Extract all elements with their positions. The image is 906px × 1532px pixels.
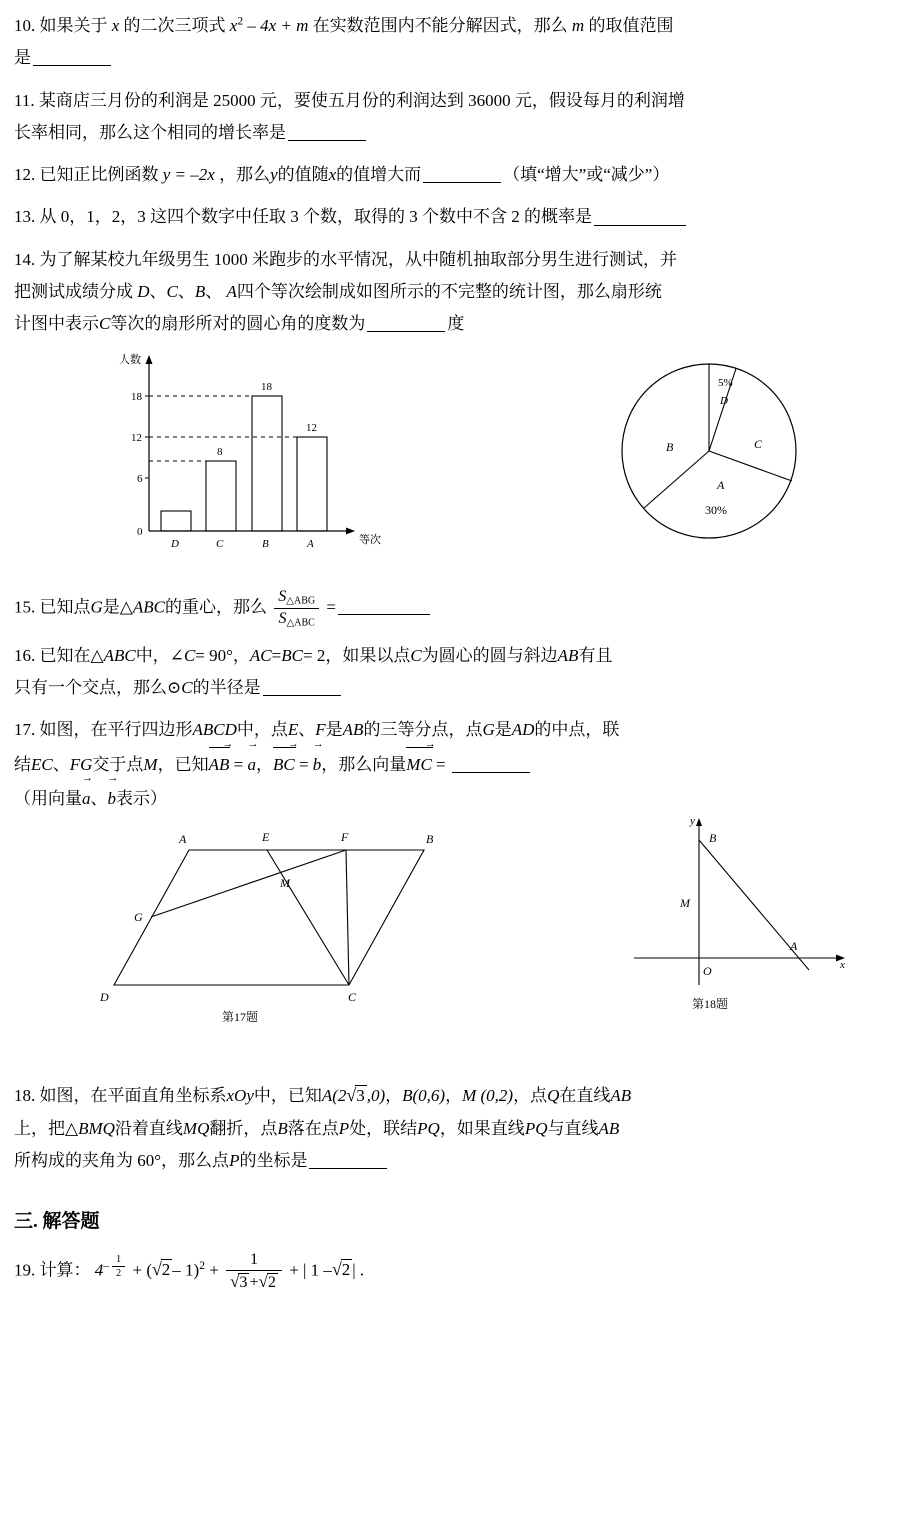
question-19-plus-1: + ( — [132, 1260, 152, 1280]
question-17-text-1: 如图，在平行四边形 — [39, 720, 193, 740]
question-18-coord-system: xOy — [226, 1086, 254, 1106]
question-14-grade-b: B — [194, 282, 206, 302]
question-15-frac-num: S — [278, 587, 287, 605]
question-18 — [14, 1079, 884, 1177]
question-17-text-3: 是 — [325, 720, 343, 740]
pie-label-b: B — [666, 439, 674, 454]
question-16-triangle-abc: ABC — [103, 645, 136, 665]
question-12-text-5: （填“增大”或“减少”） — [503, 165, 670, 185]
question-15-fraction — [274, 587, 319, 630]
question-18-point-b: B(0,6) — [402, 1086, 446, 1106]
question-19-number: 19. — [14, 1260, 36, 1280]
bar-a — [297, 437, 327, 531]
question-17-text-6: 的中点，联 — [534, 720, 620, 740]
question-16 — [14, 640, 884, 705]
question-18-text-6: 在直线 — [559, 1086, 611, 1106]
question-15-frac-den: S — [278, 609, 287, 627]
question-17-vector-mc: → MC — [406, 748, 432, 781]
question-16-text-9: 的半径是 — [192, 678, 261, 697]
question-12-text-1: 已知正比例函数 — [39, 165, 159, 185]
question-18-text-15: 的坐标是 — [239, 1151, 308, 1171]
fig17-label-m: M — [280, 876, 290, 891]
question-13-text: 从 0，1，2，3 这四个数字中任取 3 个数，取得的 3 个数中不含 2 的概率是 — [39, 207, 592, 227]
question-18-point-a-post: ,0) — [366, 1086, 386, 1106]
question-17-answer-blank[interactable] — [452, 754, 530, 773]
question-17-vector-a2: → a — [82, 771, 93, 808]
question-10-expr-sup: 2 — [237, 14, 244, 28]
question-16-text-8: 只有一个交点，那么⊙ — [14, 678, 182, 697]
question-17-point-g: G — [482, 720, 495, 740]
question-18-text-1: 如图，在平面直角坐标系 — [39, 1086, 227, 1106]
bar-label-a: 12 — [306, 421, 317, 434]
question-18-text-2: 中，已知 — [253, 1086, 322, 1106]
fig17-label-d: D — [100, 990, 109, 1005]
question-17-text-10: ，那么向量 — [321, 754, 407, 774]
question-14-grade-c: C — [166, 282, 178, 302]
question-18-point-b2: B — [277, 1119, 288, 1139]
bar-cat-a: A — [307, 537, 314, 550]
question-19-minus-1: – 1) — [172, 1260, 200, 1280]
bar-cat-c: C — [216, 537, 224, 550]
question-16-text-1: 已知在△ — [39, 645, 104, 665]
pie-chart — [614, 356, 814, 567]
question-10-text-4: 的取值范围 — [588, 16, 674, 35]
fig18-label-b: B — [709, 831, 717, 846]
question-19-sqrt-2a: √2 — [151, 1259, 171, 1280]
question-16-seg-ac: AC — [249, 645, 272, 665]
question-14-text-4: 计图中表示 — [14, 314, 99, 334]
question-17-text-2: 中，点 — [236, 720, 288, 740]
fig18-label-a: A — [790, 939, 798, 954]
question-15-text-2: 是△ — [102, 597, 133, 617]
question-16-text-6: 为圆心的圆与斜边 — [421, 645, 558, 665]
question-12-text-3: 的值随 — [277, 165, 329, 185]
question-16-point-c: C — [410, 645, 422, 665]
bar-c — [206, 461, 236, 531]
fig17-caption: 第17题 — [222, 1010, 259, 1025]
question-11-answer-blank[interactable] — [288, 122, 366, 141]
question-15-frac-den-sub: △ABC — [286, 617, 315, 629]
figure-18 — [614, 810, 854, 1036]
question-18-point-q: Q — [547, 1086, 560, 1106]
question-17-text-9: ，已知 — [157, 754, 209, 774]
question-18-text-10: 落在点 — [287, 1119, 339, 1139]
pie-label-5pct: 5% — [718, 376, 733, 389]
bar-chart-ytick-12: 12 — [131, 431, 142, 444]
question-12-text-2: ，那么 — [219, 165, 271, 185]
question-14-grade-c2: C — [99, 314, 111, 334]
fig17-label-g: G — [134, 910, 143, 925]
question-18-text-3: ， — [385, 1086, 403, 1106]
question-17-point-e: E — [287, 720, 299, 740]
pie-label-30pct: 30% — [705, 502, 727, 517]
bar-label-b: 18 — [261, 380, 272, 393]
question-19-frac-den: √3 +√2 — [230, 1271, 276, 1291]
question-12-number: 12. — [14, 165, 36, 185]
question-11-number: 11. — [14, 90, 35, 110]
question-17-text-8: 交于点 — [92, 754, 144, 774]
question-18-seg-pq: PQ — [417, 1119, 440, 1139]
question-17-text-11: （用向量 — [14, 788, 82, 808]
question-16-answer-blank[interactable] — [263, 677, 341, 696]
figure-17 — [94, 825, 454, 1036]
question-15-frac-num-sub: △ABG — [286, 595, 316, 607]
question-17-seg-ec: EC — [31, 754, 53, 774]
question-18-point-p: P — [338, 1119, 350, 1139]
question-16-text-5: = 2，如果以点 — [302, 645, 411, 665]
pie-label-c: C — [754, 436, 763, 451]
fig18-label-x: x — [840, 959, 845, 972]
question-15 — [14, 587, 884, 630]
question-17-point-f: F — [315, 720, 326, 740]
question-15-triangle-abc: ABC — [132, 597, 165, 617]
question-18-point-p2: P — [229, 1151, 240, 1171]
question-17-vector-b2: → b — [107, 771, 119, 808]
question-13 — [14, 201, 884, 233]
bar-cat-d: D — [171, 537, 179, 550]
question-14: 14. 为了解某校九年级男生 1000 米跑步的水平情况，从中随机抽取部分男生进行测试，并 把测试成绩分成 D、C、B、 A四个等次绘制成如图所示的不完整的统计图，那么扇形统 计图中表示C等次的扇形所对的圆心角的度数为 度 — [14, 249, 677, 334]
question-10-number: 10. — [14, 16, 36, 35]
bar-d — [161, 511, 191, 531]
pie-label-d: D — [720, 394, 728, 407]
question-18-sqrt-3: √3 — [346, 1085, 365, 1106]
question-17-vector-a: → a — [247, 737, 259, 774]
question-15-point-g: G — [90, 597, 103, 617]
question-16-text-4: = — [271, 645, 282, 665]
question-10-text-3: 在实数范围内不能分解因式，那么 — [312, 16, 568, 35]
question-18-number: 18. — [14, 1086, 36, 1106]
question-19-plus-2: + — [209, 1260, 219, 1280]
fig17-label-e: E — [262, 830, 270, 845]
question-10 — [14, 10, 884, 75]
question-18-text-4: ， — [445, 1086, 463, 1106]
question-19-term1-base: 4 — [94, 1260, 104, 1280]
question-18-answer-blank[interactable] — [309, 1151, 387, 1170]
fig18-label-y: y — [690, 815, 695, 828]
question-17-vector-b: → b — [312, 737, 324, 774]
question-11 — [14, 85, 884, 150]
question-13-answer-blank[interactable] — [594, 207, 686, 226]
question-18-text-9: 翻折，点 — [209, 1119, 278, 1139]
question-10-text-2: 的二次三项式 — [123, 16, 226, 35]
question-17-text-4: 的三等分点，点 — [363, 720, 483, 740]
question-10-expr-rest: – 4x + m — [247, 16, 309, 35]
fig18-caption: 第18题 — [692, 997, 729, 1012]
bar-chart-ytick-6: 6 — [137, 472, 143, 485]
question-14-grade-d: D — [137, 282, 150, 302]
question-17-vector-ab: → AB — [209, 748, 230, 781]
question-12 — [14, 159, 884, 191]
question-14-text-6: 度 — [447, 314, 465, 334]
question-15-equals: = — [326, 597, 336, 617]
question-14-text-1: 为了解某校九年级男生 1000 米跑步的水平情况，从中随机抽取部分男生进行测试，并 — [39, 249, 677, 269]
question-17-text-5: 是 — [494, 720, 512, 740]
bar-chart-ytick-0: 0 — [137, 525, 143, 538]
question-18-text-13: 与直线 — [547, 1119, 599, 1139]
question-15-answer-blank[interactable] — [338, 596, 430, 615]
question-10-text-1: 如果关于 — [39, 16, 108, 35]
question-19-plus-3: + | 1 – — [289, 1260, 332, 1280]
question-18-text-14: 所构成的夹角为 60°，那么点 — [14, 1151, 230, 1171]
question-14-text-3: 四个等次绘制成如图所示的不完整的统计图，那么扇形统 — [236, 282, 662, 302]
question-18-line-pq: PQ — [524, 1119, 548, 1139]
question-16-text-7: 有且 — [578, 645, 613, 665]
question-18-triangle-bmq: BMQ — [78, 1119, 115, 1139]
question-18-text-12: ，如果直线 — [439, 1119, 525, 1139]
question-10-var-m: m — [571, 16, 585, 35]
fig17-label-b: B — [426, 832, 434, 847]
question-19-square: 2 — [199, 1258, 205, 1272]
question-17-vector-bc: → BC — [273, 748, 295, 781]
question-15-text-1: 已知点 — [39, 597, 91, 617]
question-14-figures — [14, 351, 884, 581]
bar-label-c: 8 — [217, 445, 223, 458]
question-19-frac-num: 1 — [226, 1250, 282, 1271]
question-10-text-5: 是 — [14, 48, 31, 68]
bar-b — [252, 396, 282, 531]
question-13-number: 13. — [14, 207, 36, 227]
question-16-circle-c: C — [181, 678, 193, 697]
question-14-text-5: 等次的扇形所对的圆心角的度数为 — [110, 314, 366, 334]
question-17: 17. 如图，在平行四边形ABCD中，点E、F是AB的三等分点，点G是AD的中点，联 结EC、FG交于点M，已知 → AB = → a， → BC = → b，那么向量 → MC = （用向量 → a、 → b表示） — [14, 714, 884, 815]
question-17-seg-fg: FG — [69, 754, 93, 774]
bar-chart-x-label: 等次 — [359, 533, 381, 546]
question-19-end: | . — [352, 1260, 365, 1280]
question-18-point-m: M (0,2) — [462, 1086, 514, 1106]
question-19-fraction — [226, 1250, 282, 1293]
question-19-label: 计算： — [39, 1260, 91, 1280]
question-16-text-2: 中，∠ — [135, 645, 184, 665]
question-18-line-mq: MQ — [182, 1119, 210, 1139]
question-15-text-3: 的重心，那么 — [164, 597, 267, 617]
question-14-answer-blank[interactable] — [367, 314, 445, 333]
question-17-point-m: M — [143, 754, 158, 774]
question-16-text-3: = 90°， — [195, 645, 250, 665]
question-17-parallelogram: ABCD — [192, 720, 237, 740]
question-15-number: 15. — [14, 597, 36, 617]
section-heading: 三. 解答题 — [14, 1210, 100, 1232]
question-14-grade-a: A — [226, 282, 237, 302]
question-11-text-2: 长率相同，那么这个相同的增长率是 — [14, 122, 286, 142]
fig17-label-a: A — [179, 832, 187, 847]
question-16-seg-bc: BC — [281, 645, 303, 665]
pie-label-a: A — [717, 477, 725, 492]
fig17-label-c: C — [348, 990, 357, 1005]
question-14-number: 14. — [14, 249, 36, 269]
question-12-equation: y = –2x — [162, 165, 215, 185]
question-18-text-5: ，点 — [513, 1086, 548, 1106]
question-10-answer-blank[interactable] — [33, 48, 111, 67]
question-17-text-12: 表示） — [116, 788, 167, 808]
question-19 — [14, 1250, 884, 1293]
bar-cat-b: B — [262, 537, 269, 550]
question-17-number: 17. — [14, 720, 36, 740]
figures-17-18 — [14, 815, 884, 1075]
question-16-seg-ab: AB — [557, 645, 579, 665]
question-19-term1-exponent: – 1 2 — [103, 1259, 128, 1272]
question-12-answer-blank[interactable] — [423, 164, 501, 183]
question-12-var-y: y — [270, 165, 278, 185]
question-18-point-a-pre: A(2 — [321, 1086, 347, 1106]
question-18-text-11: 处，联结 — [349, 1119, 418, 1139]
question-18-line-ab: AB — [610, 1086, 632, 1106]
question-12-text-4: 的值增大而 — [336, 165, 422, 185]
question-17-text-7: 结 — [14, 754, 31, 774]
bar-chart-ytick-18: 18 — [131, 390, 142, 403]
bar-chart — [109, 351, 399, 577]
question-19-sqrt-2b: √2 — [331, 1259, 351, 1280]
question-17-seg-ad: AD — [511, 720, 535, 740]
fig18-label-o: O — [703, 964, 712, 979]
question-18-text-8: 沿着直线 — [114, 1119, 183, 1139]
question-16-angle-c: C — [183, 645, 196, 665]
fig17-label-f: F — [341, 830, 349, 845]
question-18-text-7: 上，把△ — [14, 1119, 79, 1139]
question-12-var-x: x — [328, 165, 337, 185]
fig18-label-m: M — [680, 896, 690, 911]
question-10-var-x: x — [111, 16, 120, 35]
question-18-line-ab2: AB — [598, 1119, 620, 1139]
question-14-text-2: 把测试成绩分成 — [14, 282, 133, 302]
question-17-seg-ab: AB — [342, 720, 364, 740]
question-11-text-1: 某商店三月份的利润是 25000 元，要使五月份的利润达到 36000 元，假设每月的利润增 — [38, 90, 685, 110]
question-10-expr-base: x — [229, 16, 238, 35]
bar-chart-y-label: 人数 — [119, 353, 141, 366]
question-16-number: 16. — [14, 645, 36, 665]
